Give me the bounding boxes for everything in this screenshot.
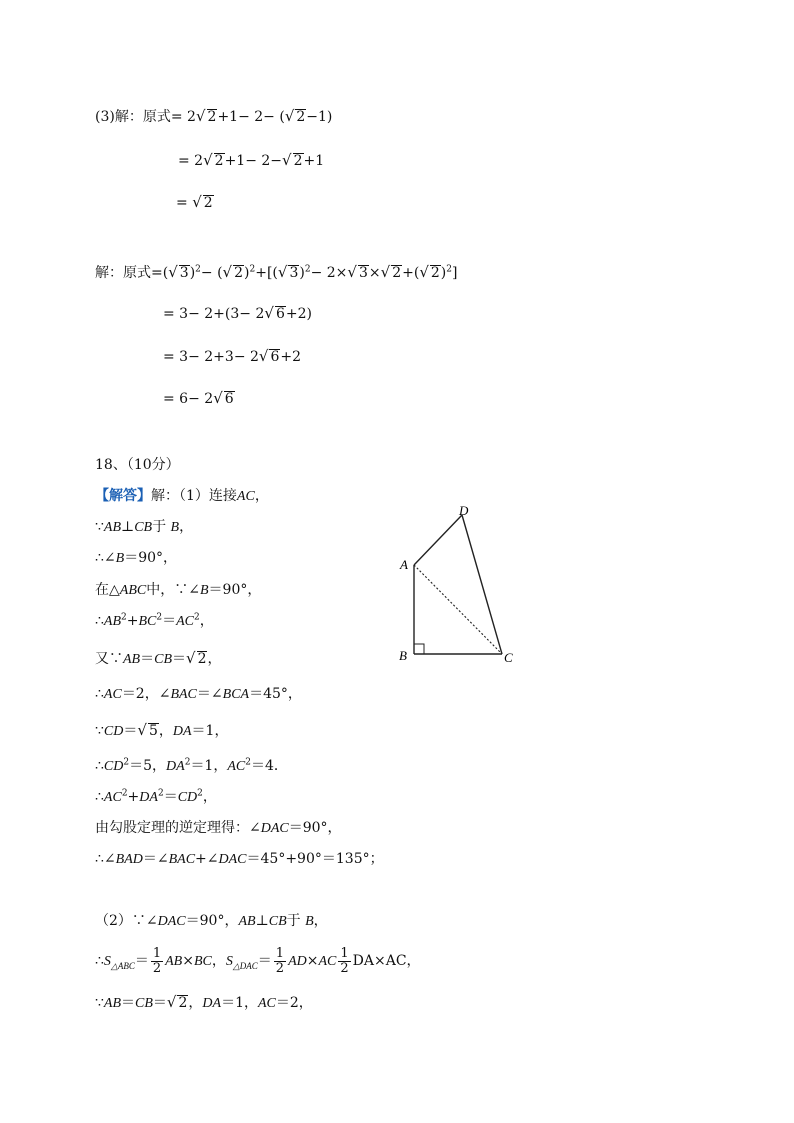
radicand: 2 (197, 651, 207, 667)
var: CB (135, 996, 153, 1011)
text: × (182, 953, 194, 969)
fraction (151, 947, 163, 976)
var: AB (165, 954, 183, 969)
var: CB (154, 652, 172, 667)
var: BAC (170, 687, 197, 702)
q18-step-6: 又∵AB＝CB＝√ 2， (95, 649, 222, 667)
label-B: B (399, 648, 407, 663)
text: ＝∠ (142, 851, 169, 867)
exponent: 2 (156, 612, 163, 623)
text: + (126, 613, 139, 629)
text: × (306, 953, 319, 969)
q18-step-12 (95, 849, 384, 870)
var: BC (193, 954, 212, 969)
text: ∴ (95, 758, 104, 774)
term: +1 (303, 153, 325, 169)
subscript: △ABC (110, 960, 135, 971)
q18-step-5 (95, 611, 214, 632)
radicand: 2 (203, 195, 213, 211)
var: DAC (157, 914, 186, 929)
term: = 3− 2+3− 2 (163, 349, 259, 365)
text: ＝90°， (185, 913, 239, 929)
text: ＝ (140, 651, 155, 667)
q18-step-9 (95, 756, 288, 777)
term: ) (440, 265, 447, 281)
numerator: 1 (275, 945, 285, 961)
var: AB (103, 996, 122, 1011)
q18-step-8: ∵CD＝√ 5，DA＝1， (95, 721, 229, 739)
exponent: 2 (304, 264, 311, 275)
text: ∴ (95, 686, 104, 702)
label-D: D (459, 503, 469, 518)
text: ， (202, 789, 217, 805)
q18-step-4 (95, 580, 261, 601)
text: ＝ (123, 723, 138, 739)
answer-tag: 【解答】 (95, 488, 151, 504)
text: ， (313, 913, 328, 929)
var: BC (138, 614, 157, 629)
term: ] (452, 265, 458, 281)
part4-label: 解：原式 (95, 265, 151, 281)
term: +2) (285, 306, 312, 322)
term: ) (244, 265, 250, 281)
term: = 3− 2+(3− 2 (163, 306, 265, 322)
exponent: 2 (245, 757, 251, 768)
text: ， (158, 723, 173, 739)
radicand: 2 (234, 265, 244, 281)
text: + (127, 789, 140, 805)
text: ＝ (134, 953, 149, 969)
part4-line-3: = 3− 2+3− 2√ 6+2 (163, 347, 302, 365)
var: CD (103, 724, 124, 739)
text: ＝ (172, 651, 186, 667)
exponent: 2 (184, 757, 191, 768)
radicand: 6 (224, 391, 234, 407)
part3-line-1: (3)解：原式= 2√ 2+1− 2− (√ 2−1) (95, 107, 333, 125)
term: × (368, 265, 381, 281)
text: ， (254, 488, 269, 504)
text: ＝2， (275, 995, 313, 1011)
term: =( (151, 265, 169, 281)
text: ⊥ (121, 519, 135, 535)
var: B (115, 551, 125, 566)
q18-part2-line-3: ∵AB＝CB＝√ 2，DA＝1，AC＝2， (95, 993, 313, 1011)
radicand: 6 (275, 306, 285, 322)
text: ＝45°+90°＝135°； (246, 851, 384, 867)
text: 由勾股定理的逆定理得：∠ (95, 820, 261, 836)
text: 于 (286, 913, 301, 929)
text: 于 (152, 519, 167, 535)
var: AC (103, 687, 122, 702)
term: = 2 (178, 153, 204, 169)
radicand: 3 (179, 265, 189, 281)
eq-sign: = (176, 195, 188, 211)
text: ＝ (163, 789, 178, 805)
subscript: △DAC (232, 960, 258, 971)
text: ＝1， (190, 758, 228, 774)
term: ) (299, 265, 305, 281)
eq-sign: = (170, 109, 183, 125)
text: ＝4． (250, 758, 288, 774)
text: ＝90°， (124, 550, 178, 566)
numerator: 1 (340, 945, 349, 961)
radicand: 6 (270, 349, 280, 365)
var: DA (139, 790, 158, 805)
text: ， (211, 953, 226, 969)
q18-step-11 (95, 818, 342, 839)
numerator: 1 (152, 945, 162, 961)
term: +( (402, 265, 420, 281)
text: ＝ (257, 953, 272, 969)
term: +[( (255, 265, 278, 281)
text: 在△ (95, 582, 120, 598)
term: +1− 2− (224, 153, 283, 169)
text: ＝ (152, 995, 167, 1011)
radicand: 5 (148, 723, 158, 739)
part3-line-2: = 2√ 2+1− 2−√ 2+1 (178, 151, 325, 169)
text: ＝1， (191, 723, 229, 739)
var: DA (172, 724, 192, 739)
text: ∴∠ (95, 550, 116, 566)
text: ∵ (95, 519, 104, 535)
part4-line-2: = 3− 2+(3− 2√ 6+2) (163, 304, 312, 322)
fraction (338, 947, 350, 976)
exponent: 2 (197, 788, 203, 799)
exponent: 2 (121, 788, 128, 799)
text: +∠ (195, 851, 219, 867)
text: ∴∠ (95, 851, 116, 867)
radicand: 3 (289, 265, 299, 281)
exponent: 2 (121, 612, 127, 623)
text: 中，∵∠ (146, 582, 200, 598)
radicand: 2 (296, 109, 306, 125)
q18-step-3 (95, 548, 177, 569)
radicand: 2 (214, 153, 224, 169)
right-angle-mark (414, 644, 424, 654)
var: AB (103, 520, 122, 535)
var: AC (103, 790, 122, 805)
text: ＝∠ (196, 686, 223, 702)
text: ＝5， (129, 758, 167, 774)
q18-step-7 (95, 684, 302, 705)
part4-line-4: = 6− 2√ 6 (163, 389, 234, 407)
var: DA (166, 759, 185, 774)
term: ) (189, 265, 196, 281)
var: ABC (119, 583, 147, 598)
text: ∴ (95, 953, 104, 969)
var: CB (268, 914, 287, 929)
var: AC (318, 954, 337, 969)
var: B (199, 583, 209, 598)
var: B (305, 914, 314, 929)
var: B (170, 520, 180, 535)
fraction (274, 947, 286, 976)
denominator: 2 (152, 960, 162, 976)
term: +1− 2− ( (217, 109, 285, 125)
exponent: 2 (194, 612, 200, 623)
text: ∵ (95, 723, 104, 739)
text: ∴ (95, 613, 104, 629)
radicand: 3 (358, 265, 368, 281)
var: AB (123, 652, 141, 667)
text: ∴ (95, 789, 104, 805)
q18-title: 18、（10分） (95, 457, 180, 473)
text: （2）∵∠ (95, 913, 158, 929)
text: ＝2，∠ (121, 686, 171, 702)
var: BAD (115, 852, 143, 867)
var: DAC (218, 852, 247, 867)
term: − ( (200, 265, 223, 281)
var: CD (177, 790, 198, 805)
var: AC (258, 996, 276, 1011)
var: AD (288, 954, 307, 969)
radicand: 2 (430, 265, 440, 281)
part3-label: (3)解：原式 (95, 109, 171, 125)
var: AC (176, 614, 195, 629)
radicand: 2 (392, 265, 402, 281)
text: ＝90°， (288, 820, 342, 836)
q18-step-2 (95, 517, 193, 538)
q18-step-10 (95, 787, 217, 808)
text: ＝45°， (249, 686, 302, 702)
var: CD (103, 759, 124, 774)
var: AC (227, 759, 246, 774)
exponent: 2 (446, 264, 452, 275)
text: ∵ (95, 995, 104, 1011)
radicand: 2 (207, 109, 217, 125)
exponent: 2 (249, 264, 256, 275)
var: AB (238, 914, 256, 929)
text: ＝1， (221, 995, 258, 1011)
quadrilateral-figure (396, 503, 521, 668)
part4-line-1: 解：原式=(√ 3)$^2$− (√ 2)$^2$+[(√ 3)$^2$− 2×√ 3×√ 2+(√ 2)$^2$] (95, 263, 458, 281)
term: 2 (187, 109, 196, 125)
radicand: 2 (293, 153, 303, 169)
var: BAC (168, 852, 196, 867)
var: S (225, 954, 233, 969)
var: AC (236, 489, 255, 504)
text: 又∵ (95, 651, 123, 667)
segment-AD (414, 515, 462, 565)
exponent: 2 (123, 757, 130, 768)
text: ， (179, 519, 194, 535)
term: +2 (280, 349, 302, 365)
text: ＝ (121, 995, 136, 1011)
var: S (103, 954, 111, 969)
var: CB (134, 520, 153, 535)
term: −1) (306, 109, 333, 125)
label-A: A (400, 557, 408, 572)
text: ， (188, 995, 203, 1011)
q18-part2-line-2 (95, 946, 421, 977)
q18-step-1 (95, 486, 269, 507)
text: ＝ (162, 613, 177, 629)
var: DA (202, 996, 222, 1011)
text: ＝90°， (208, 582, 262, 598)
var: AB (103, 614, 122, 629)
text: ， (207, 651, 222, 667)
text: DA×AC， (352, 953, 421, 969)
text: ， (199, 613, 214, 629)
term: − 2× (310, 265, 348, 281)
denominator: 2 (340, 960, 349, 976)
radicand: 2 (178, 995, 188, 1011)
text: 解：（1）连接 (151, 488, 237, 504)
label-C: C (504, 650, 513, 665)
exponent: 2 (195, 264, 201, 275)
exponent: 2 (157, 788, 164, 799)
var: DAC (260, 821, 289, 836)
denominator: 2 (275, 960, 285, 976)
term: = 6− 2 (163, 391, 214, 407)
text: ⊥ (255, 913, 269, 929)
q18-part2-line-1 (95, 911, 328, 932)
part3-line-3: = √ 2 (176, 193, 213, 211)
var: BCA (222, 687, 250, 702)
